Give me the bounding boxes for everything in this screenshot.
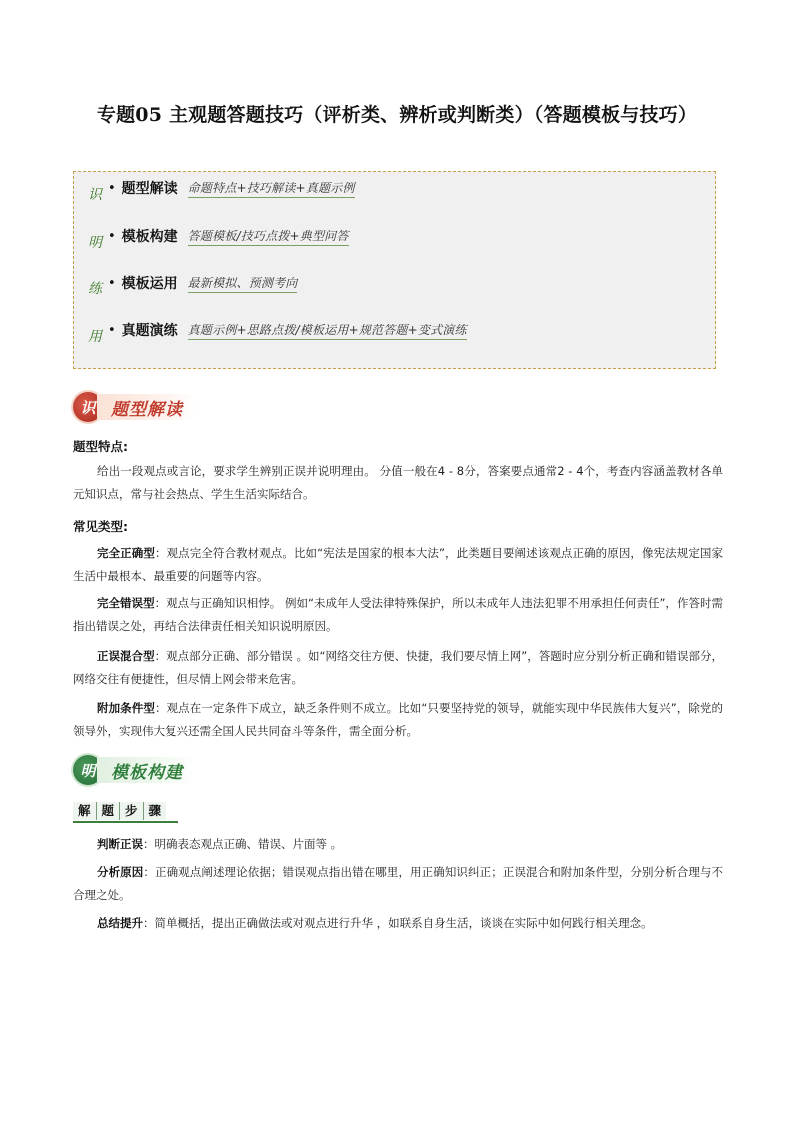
- type-text: ：观点与正确知识相悖。 例如“未成年人受法律特殊保护，所以未成年人违法犯罪不用承担任何责任”，作答时需指出错误之处，再结合法律责任相关知识说明原因。: [73, 596, 723, 633]
- step-paragraph: [73, 833, 723, 856]
- overview-row: [108, 273, 297, 293]
- bullet-icon: •: [108, 322, 116, 338]
- side-char: 用: [88, 329, 102, 345]
- overview-box: [73, 171, 716, 369]
- bullet-icon: •: [108, 180, 116, 196]
- steps-underline: [73, 821, 178, 823]
- type-text: ：观点部分正确、部分错误 。如“网络交往方便、快捷，我们要尽情上网”，答题时应分别分析正确和错误部分，网络交往有便捷性，但尽情上网会带来危害。: [73, 649, 723, 686]
- types-heading: 常见类型:: [73, 519, 128, 534]
- overview-desc: 真题示例+思路点拨/模板运用+规范答题+变式演练: [188, 321, 467, 340]
- overview-desc: 最新模拟、预测考向: [188, 274, 298, 293]
- section-badge-icon: 识: [73, 392, 103, 422]
- step-char: 题: [97, 802, 121, 820]
- side-char: 练: [88, 281, 102, 297]
- step-paragraph: [73, 912, 723, 935]
- features-paragraph: 给出一段观点或言论，要求学生辨别正误并说明理由。 分值一般在4 - 8分，答案要点通常2 - 4个，考查内容涵盖教材各单元知识点，常与社会热点、学生生活实际结合。: [73, 464, 723, 501]
- overview-label: 题型解读: [121, 181, 178, 197]
- bullet-icon: •: [108, 275, 116, 291]
- type-paragraph: [73, 697, 723, 743]
- steps-label: [73, 802, 166, 820]
- step-text: ：正确观点阐述理论依据；错误观点指出错在哪里，用正确知识纠正；正误混合和附加条件型，分别分析合理与不合理之处。: [73, 865, 724, 902]
- step-text: ：明确表态观点正确、错误、片面等 。: [143, 837, 343, 851]
- page-title: 专题05 主观题答题技巧（评析类、辨析或判断类）（答题模板与技巧）: [96, 104, 698, 126]
- step-text: ：简单概括，提出正确做法或对观点进行升华 ，如联系自身生活，谈谈在实际中如何践行相关理念。: [143, 916, 653, 930]
- step-char: 步: [120, 802, 144, 820]
- section-badge-icon: 明: [73, 755, 103, 785]
- type-lead: 正误混合型: [97, 649, 155, 663]
- side-char: 识: [88, 187, 102, 203]
- step-lead: 分析原因: [97, 865, 144, 879]
- type-lead: 完全正确型: [97, 546, 155, 560]
- overview-row: [108, 226, 349, 246]
- section-header-template: [73, 753, 195, 787]
- type-lead: 完全错误型: [97, 596, 155, 610]
- overview-label: 真题演练: [121, 323, 178, 339]
- overview-row: [108, 178, 355, 198]
- section-title: 模板构建: [111, 762, 183, 783]
- step-char: 解: [73, 802, 97, 820]
- bullet-icon: •: [108, 228, 116, 244]
- type-lead: 附加条件型: [97, 701, 155, 715]
- section-header-analysis: [73, 390, 195, 424]
- section-title: 题型解读: [111, 399, 183, 420]
- step-char: 骤: [144, 802, 167, 820]
- side-char: 明: [88, 235, 102, 251]
- step-lead: 判断正误: [97, 837, 143, 851]
- type-paragraph: [73, 645, 723, 691]
- overview-desc: 答题模板/技巧点拨+典型问答: [188, 227, 349, 246]
- overview-row: [108, 320, 467, 340]
- type-paragraph: [73, 542, 723, 588]
- type-text: ：观点完全符合教材观点。比如“宪法是国家的根本大法”，此类题目要阐述该观点正确的原因，像宪法规定国家生活中最根本、最重要的问题等内容。: [73, 546, 724, 583]
- type-text: ：观点在一定条件下成立，缺乏条件则不成立。比如“只要坚持党的领导，就能实现中华民族伟大复兴”，除党的领导外，实现伟大复兴还需全国人民共同奋斗等条件，需全面分析。: [73, 701, 724, 738]
- section-title-banner: [97, 757, 195, 783]
- overview-desc: 命题特点+技巧解读+真题示例: [188, 179, 355, 198]
- step-lead: 总结提升: [97, 916, 143, 930]
- overview-label: 模板构建: [121, 229, 178, 245]
- type-paragraph: [73, 592, 723, 638]
- features-heading: 题型特点:: [73, 439, 128, 454]
- overview-label: 模板运用: [121, 276, 178, 292]
- section-title-banner: [97, 394, 195, 420]
- step-paragraph: [73, 861, 723, 907]
